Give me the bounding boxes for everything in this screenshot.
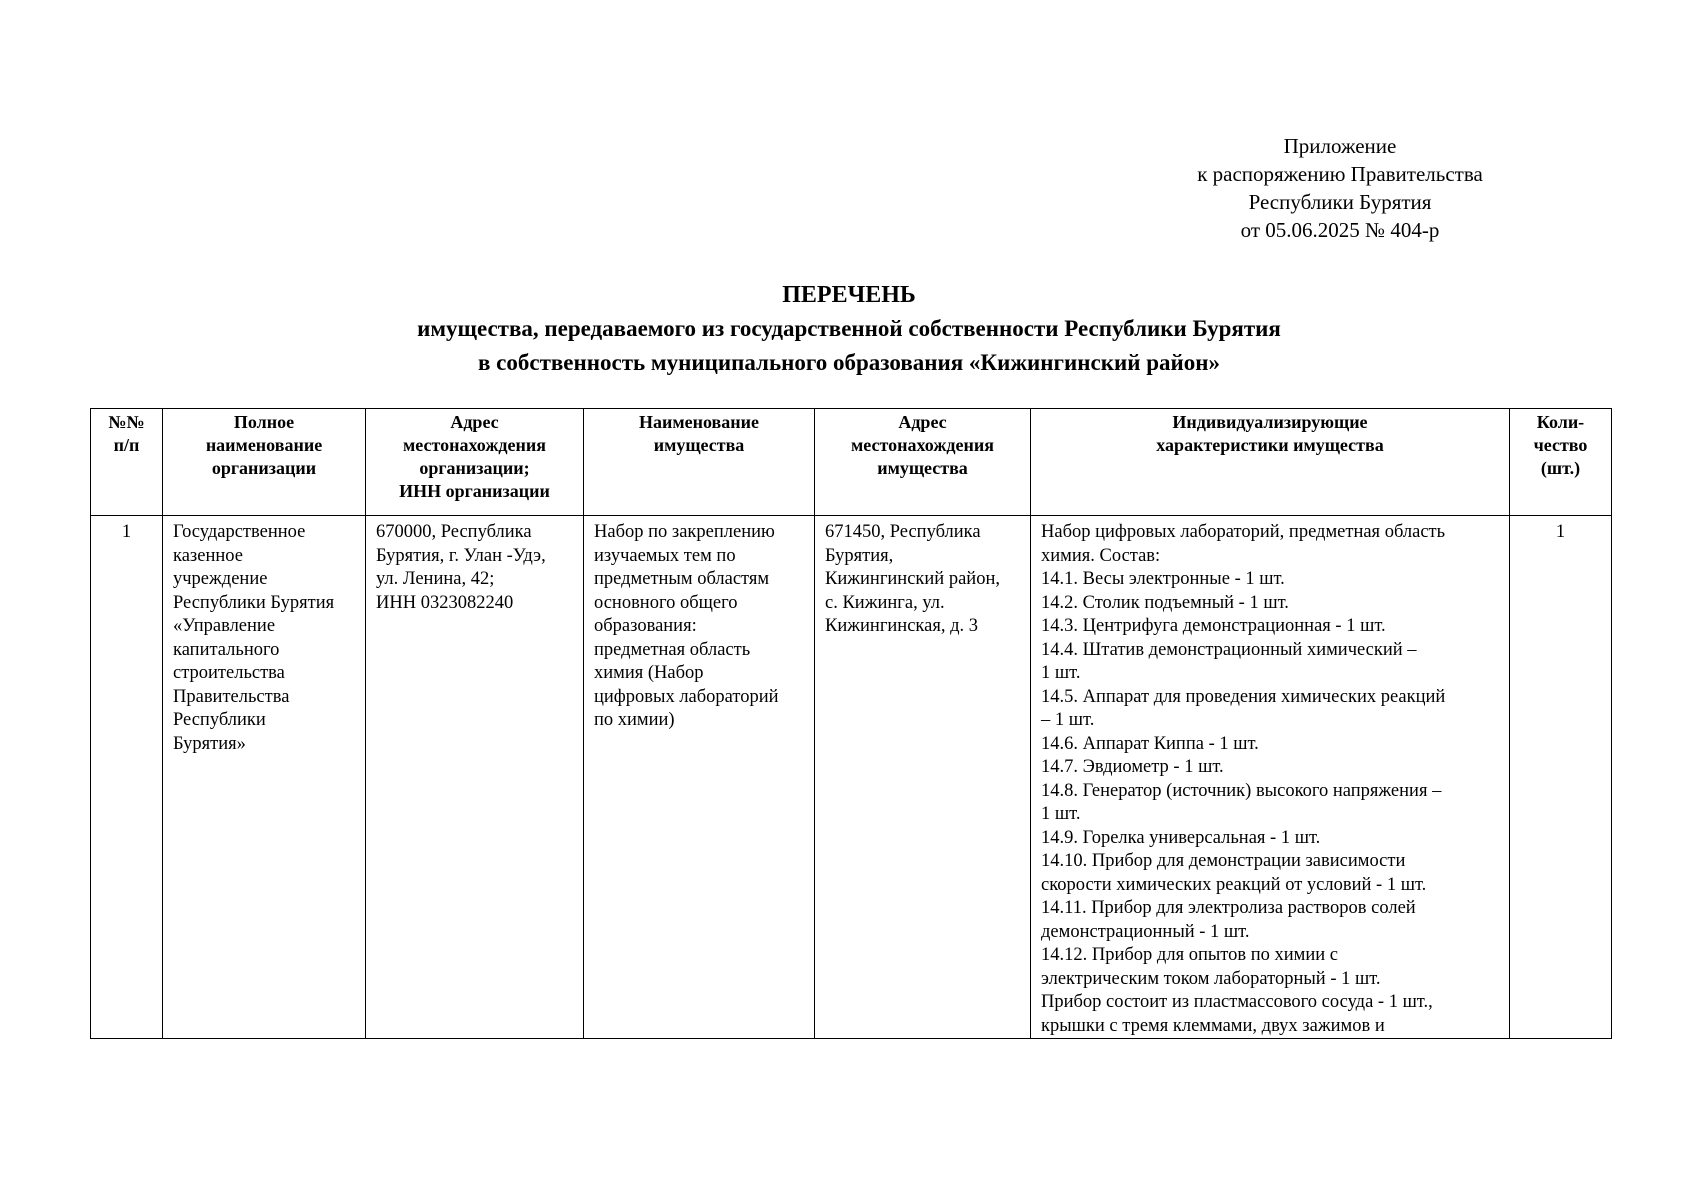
appendix-note — [1170, 132, 1510, 244]
header-num: №№ п/п — [91, 409, 163, 516]
header-org-name: Полное наименование организации — [163, 409, 366, 516]
property-table — [90, 408, 1612, 1039]
cell-org-address: 670000, Республика Бурятия, г. Улан -Удэ, ул. Ленина, 42; ИНН 0323082240 — [366, 516, 584, 1039]
cell-characteristics: Набор цифровых лабораторий, предметная область химия. Состав: 14.1. Весы электронные - 1 шт. 14.2. Столик подъемный - 1 шт. 14.3. Центрифуга демонстрационная - 1 шт. 14.4. Штатив демонстрационный химический – 1 шт. 14.5. Аппарат для проведения химических реакций – 1 шт. 14.6. Аппарат Киппа - 1 шт. 14.7. Эвдиометр - 1 шт. 14.8. Генератор (источник) высокого напряжения – 1 шт. 14.9. Горелка универсальная - 1 шт. 14.10. Прибор для демонстрации зависимости скорости химических реакций от условий - 1 шт. 14.11. Прибор для электролиза растворов солей демонстрационный - 1 шт. 14.12. Прибор для опытов по химии с электрическим током лабораторный - 1 шт. Прибор состоит из пластмассового сосуда - 1 шт., крышки с тремя клеммами, двух зажимов и — [1031, 516, 1510, 1039]
title-line-2: в собственность муниципального образования «Кижингинский район» — [477, 350, 1221, 375]
appendix-line-4: от 05.06.2025 № 404-р — [1240, 218, 1440, 242]
cell-property-address: 671450, Республика Бурятия, Кижингинский район, с. Кижинга, ул. Кижингинская, д. 3 — [815, 516, 1031, 1039]
header-property-name: Наименование имущества — [584, 409, 815, 516]
appendix-line-3: Республики Бурятия — [1248, 190, 1432, 214]
header-org-address: Адрес местонахождения организации; ИНН организации — [366, 409, 584, 516]
table-header-row — [91, 409, 1612, 516]
title-main: ПЕРЕЧЕНЬ — [782, 282, 916, 308]
header-characteristics: Индивидуализирующие характеристики имущества — [1031, 409, 1510, 516]
cell-property-name: Набор по закреплению изучаемых тем по предметным областям основного общего образования: предметная область химия (Набор цифровых лабораторий по химии) — [584, 516, 815, 1039]
cell-num: 1 — [91, 516, 163, 1039]
document-title — [90, 278, 1608, 380]
title-line-1: имущества, передаваемого из государственной собственности Республики Бурятия — [417, 316, 1281, 341]
header-property-address: Адрес местонахождения имущества — [815, 409, 1031, 516]
cell-org-name: Государственное казенное учреждение Республики Бурятия «Управление капитального строительства Правительства Республики Бурятия» — [163, 516, 366, 1039]
appendix-line-2: к распоряжению Правительства — [1197, 162, 1483, 186]
appendix-line-1: Приложение — [1283, 134, 1397, 158]
cell-quantity: 1 — [1510, 516, 1612, 1039]
header-quantity: Коли- чество (шт.) — [1510, 409, 1612, 516]
table-row — [91, 516, 1612, 1039]
